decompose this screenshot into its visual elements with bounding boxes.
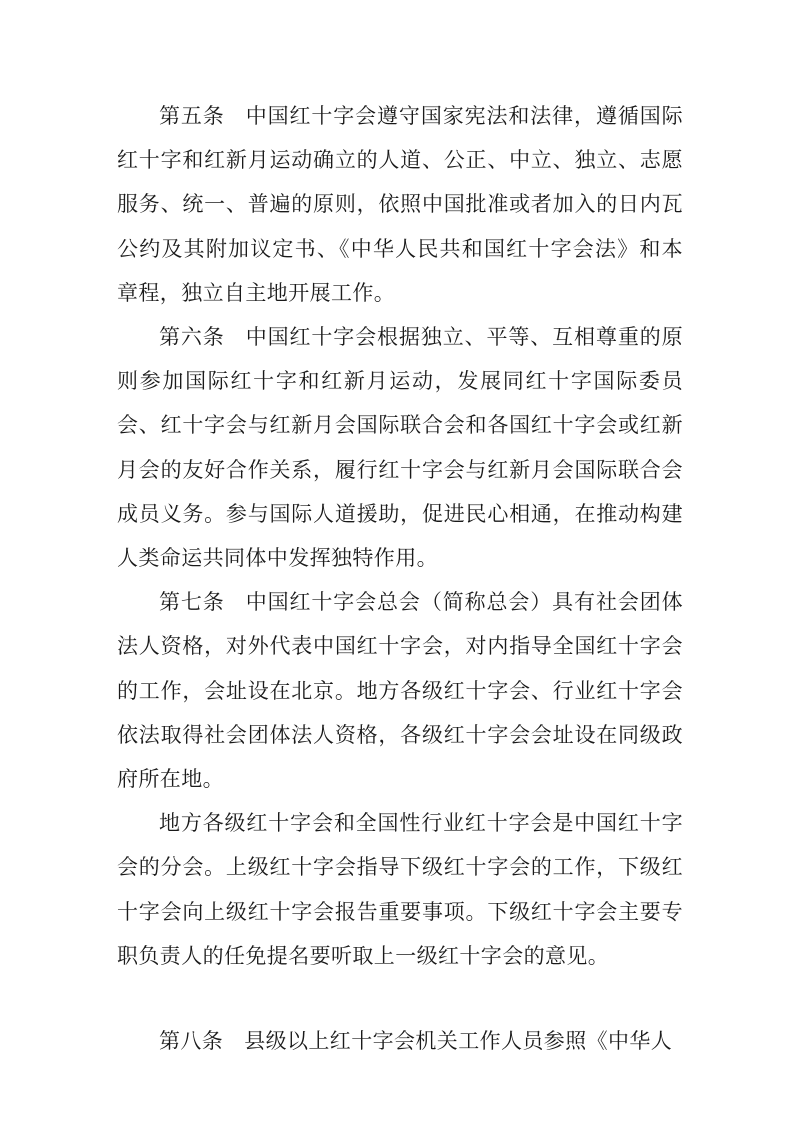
article-text: 中国红十字会总会（简称总会）具有社会团体法人资格，对外代表中国红十字会，对内指导全国红十字会的工作，会址设在北京。地方各级红十字会、行业红十字会依法取得社会团体法人资格，各级红十字会会址设在同级政府所在地。 xyxy=(117,590,684,792)
article-7-paragraph-2 xyxy=(117,801,683,978)
article-label: 第八条 xyxy=(159,1029,224,1054)
paragraph-text: 地方各级红十字会和全国性行业红十字会是中国红十字会的分会。上级红十字会指导下级红十字会的工作，下级红十字会向上级红十字会报告重要事项。下级红十字会主要专职负责人的任免提名要听取上一级红十字会的意见。 xyxy=(117,811,683,968)
document-body xyxy=(117,94,683,1063)
article-5 xyxy=(117,94,683,315)
article-6 xyxy=(117,315,683,580)
article-label: 第六条 xyxy=(159,325,225,350)
article-text: 县级以上红十字会机关工作人员参照《中华人 xyxy=(244,1029,673,1054)
article-text: 中国红十字会根据独立、平等、互相尊重的原则参加国际红十字和红新月运动，发展同红十字国际委员会、红十字会与红新月会国际联合会和各国红十字会或红新月会的友好合作关系，履行红十字会与红新月会国际联合会成员义务。参与国际人道援助，促进民心相通，在推动构建人类命运共同体中发挥独特作用。 xyxy=(117,325,684,571)
article-8 xyxy=(117,1019,683,1063)
article-label: 第七条 xyxy=(159,590,225,615)
article-7 xyxy=(117,580,683,801)
article-label: 第五条 xyxy=(159,104,225,128)
article-text: 中国红十字会遵守国家宪法和法律，遵循国际红十字和红新月运动确立的人道、公正、中立、独立、志愿服务、统一、普遍的原则，依照中国批准或者加入的日内瓦公约及其附加议定书、《中华人民共和国红十字会法》和本章程，独立自主地开展工作。 xyxy=(117,104,684,305)
